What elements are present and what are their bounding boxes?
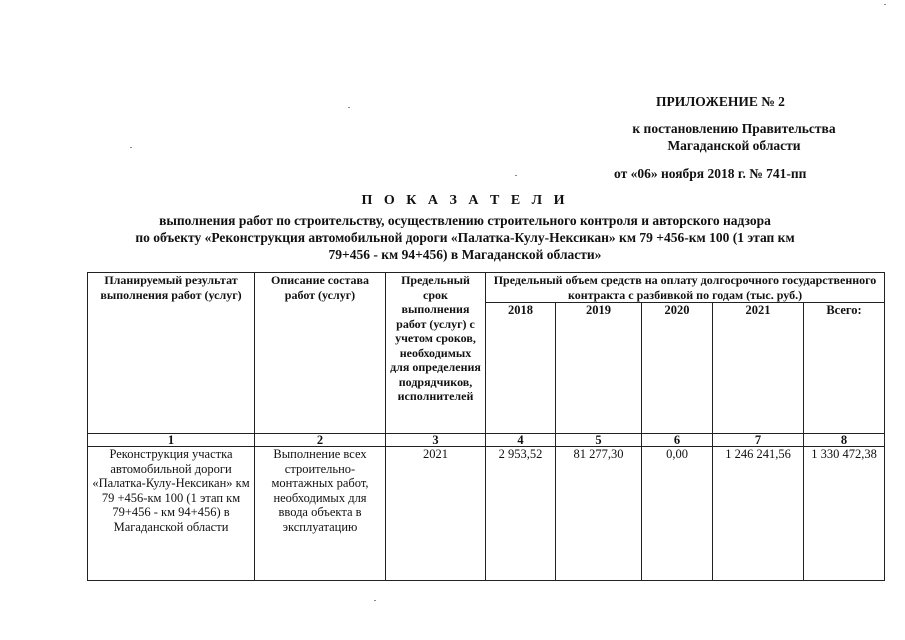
table-row <box>88 447 885 581</box>
scan-speck <box>374 600 376 601</box>
column-number: 7 <box>713 434 804 447</box>
scan-speck <box>515 175 517 176</box>
cell-2018: 2 953,52 <box>486 447 556 581</box>
appendix-number: ПРИЛОЖЕНИЕ № 2 <box>656 94 785 109</box>
indicators-table <box>87 272 885 581</box>
cell-description: Выполнение всех строительно-монтажных работ, необходимых для ввода объекта в эксплуатацию <box>255 447 386 581</box>
column-number: 5 <box>556 434 642 447</box>
decree-reference <box>614 120 854 154</box>
scan-speck <box>884 4 886 5</box>
scan-speck <box>348 107 350 108</box>
column-number: 6 <box>642 434 713 447</box>
header-year-2021: 2021 <box>713 303 804 434</box>
header-year-2018: 2018 <box>486 303 556 434</box>
column-number: 3 <box>386 434 486 447</box>
column-number: 8 <box>804 434 885 447</box>
cell-2020: 0,00 <box>642 447 713 581</box>
column-numbers-row <box>88 434 885 447</box>
decree-line-2: Магаданской области <box>667 138 801 153</box>
cell-result: Реконструкция участка автомобильной дороги «Палатка-Кулу-Нексикан» км 79 +456-км 100 (1 этап км 79+456 - км 94+456) в Магаданской области <box>88 447 255 581</box>
header-row-1 <box>88 273 885 303</box>
decree-date: от «06» ноября 2018 г. № 741-пп <box>614 166 807 181</box>
header-funding: Предельный объем средств на оплату долгосрочного государственного контракта с разбивкой по годам (тыс. руб.) <box>486 273 885 303</box>
column-number: 4 <box>486 434 556 447</box>
column-number: 2 <box>255 434 386 447</box>
decree-line-1: к постановлению Правительства <box>632 121 836 136</box>
header-year-2020: 2020 <box>642 303 713 434</box>
cell-deadline: 2021 <box>386 447 486 581</box>
column-number: 1 <box>88 434 255 447</box>
scan-speck <box>130 147 132 148</box>
header-year-2019: 2019 <box>556 303 642 434</box>
subtitle-line-2: по объекту «Реконструкция автомобильной дороги «Палатка-Кулу-Нексикан» км 79 +456-км 100 (1 этап км <box>135 230 795 245</box>
header-description: Описание состава работ (услуг) <box>255 273 386 434</box>
header-deadline: Предельный срок выполнения работ (услуг) с учетом сроков, необходимых для определения подрядчиков, исполнителей <box>386 273 486 434</box>
subtitle-line-3: 79+456 - км 94+456) в Магаданской области» <box>328 247 602 262</box>
document-subtitle <box>60 212 870 263</box>
header-result: Планируемый результат выполнения работ (услуг) <box>88 273 255 434</box>
cell-2019: 81 277,30 <box>556 447 642 581</box>
header-total: Всего: <box>804 303 885 434</box>
document-title: П О К А З А Т Е Л И <box>361 193 569 208</box>
subtitle-line-1: выполнения работ по строительству, осуществлению строительного контроля и авторского надзора <box>159 213 771 228</box>
cell-total: 1 330 472,38 <box>804 447 885 581</box>
cell-2021: 1 246 241,56 <box>713 447 804 581</box>
